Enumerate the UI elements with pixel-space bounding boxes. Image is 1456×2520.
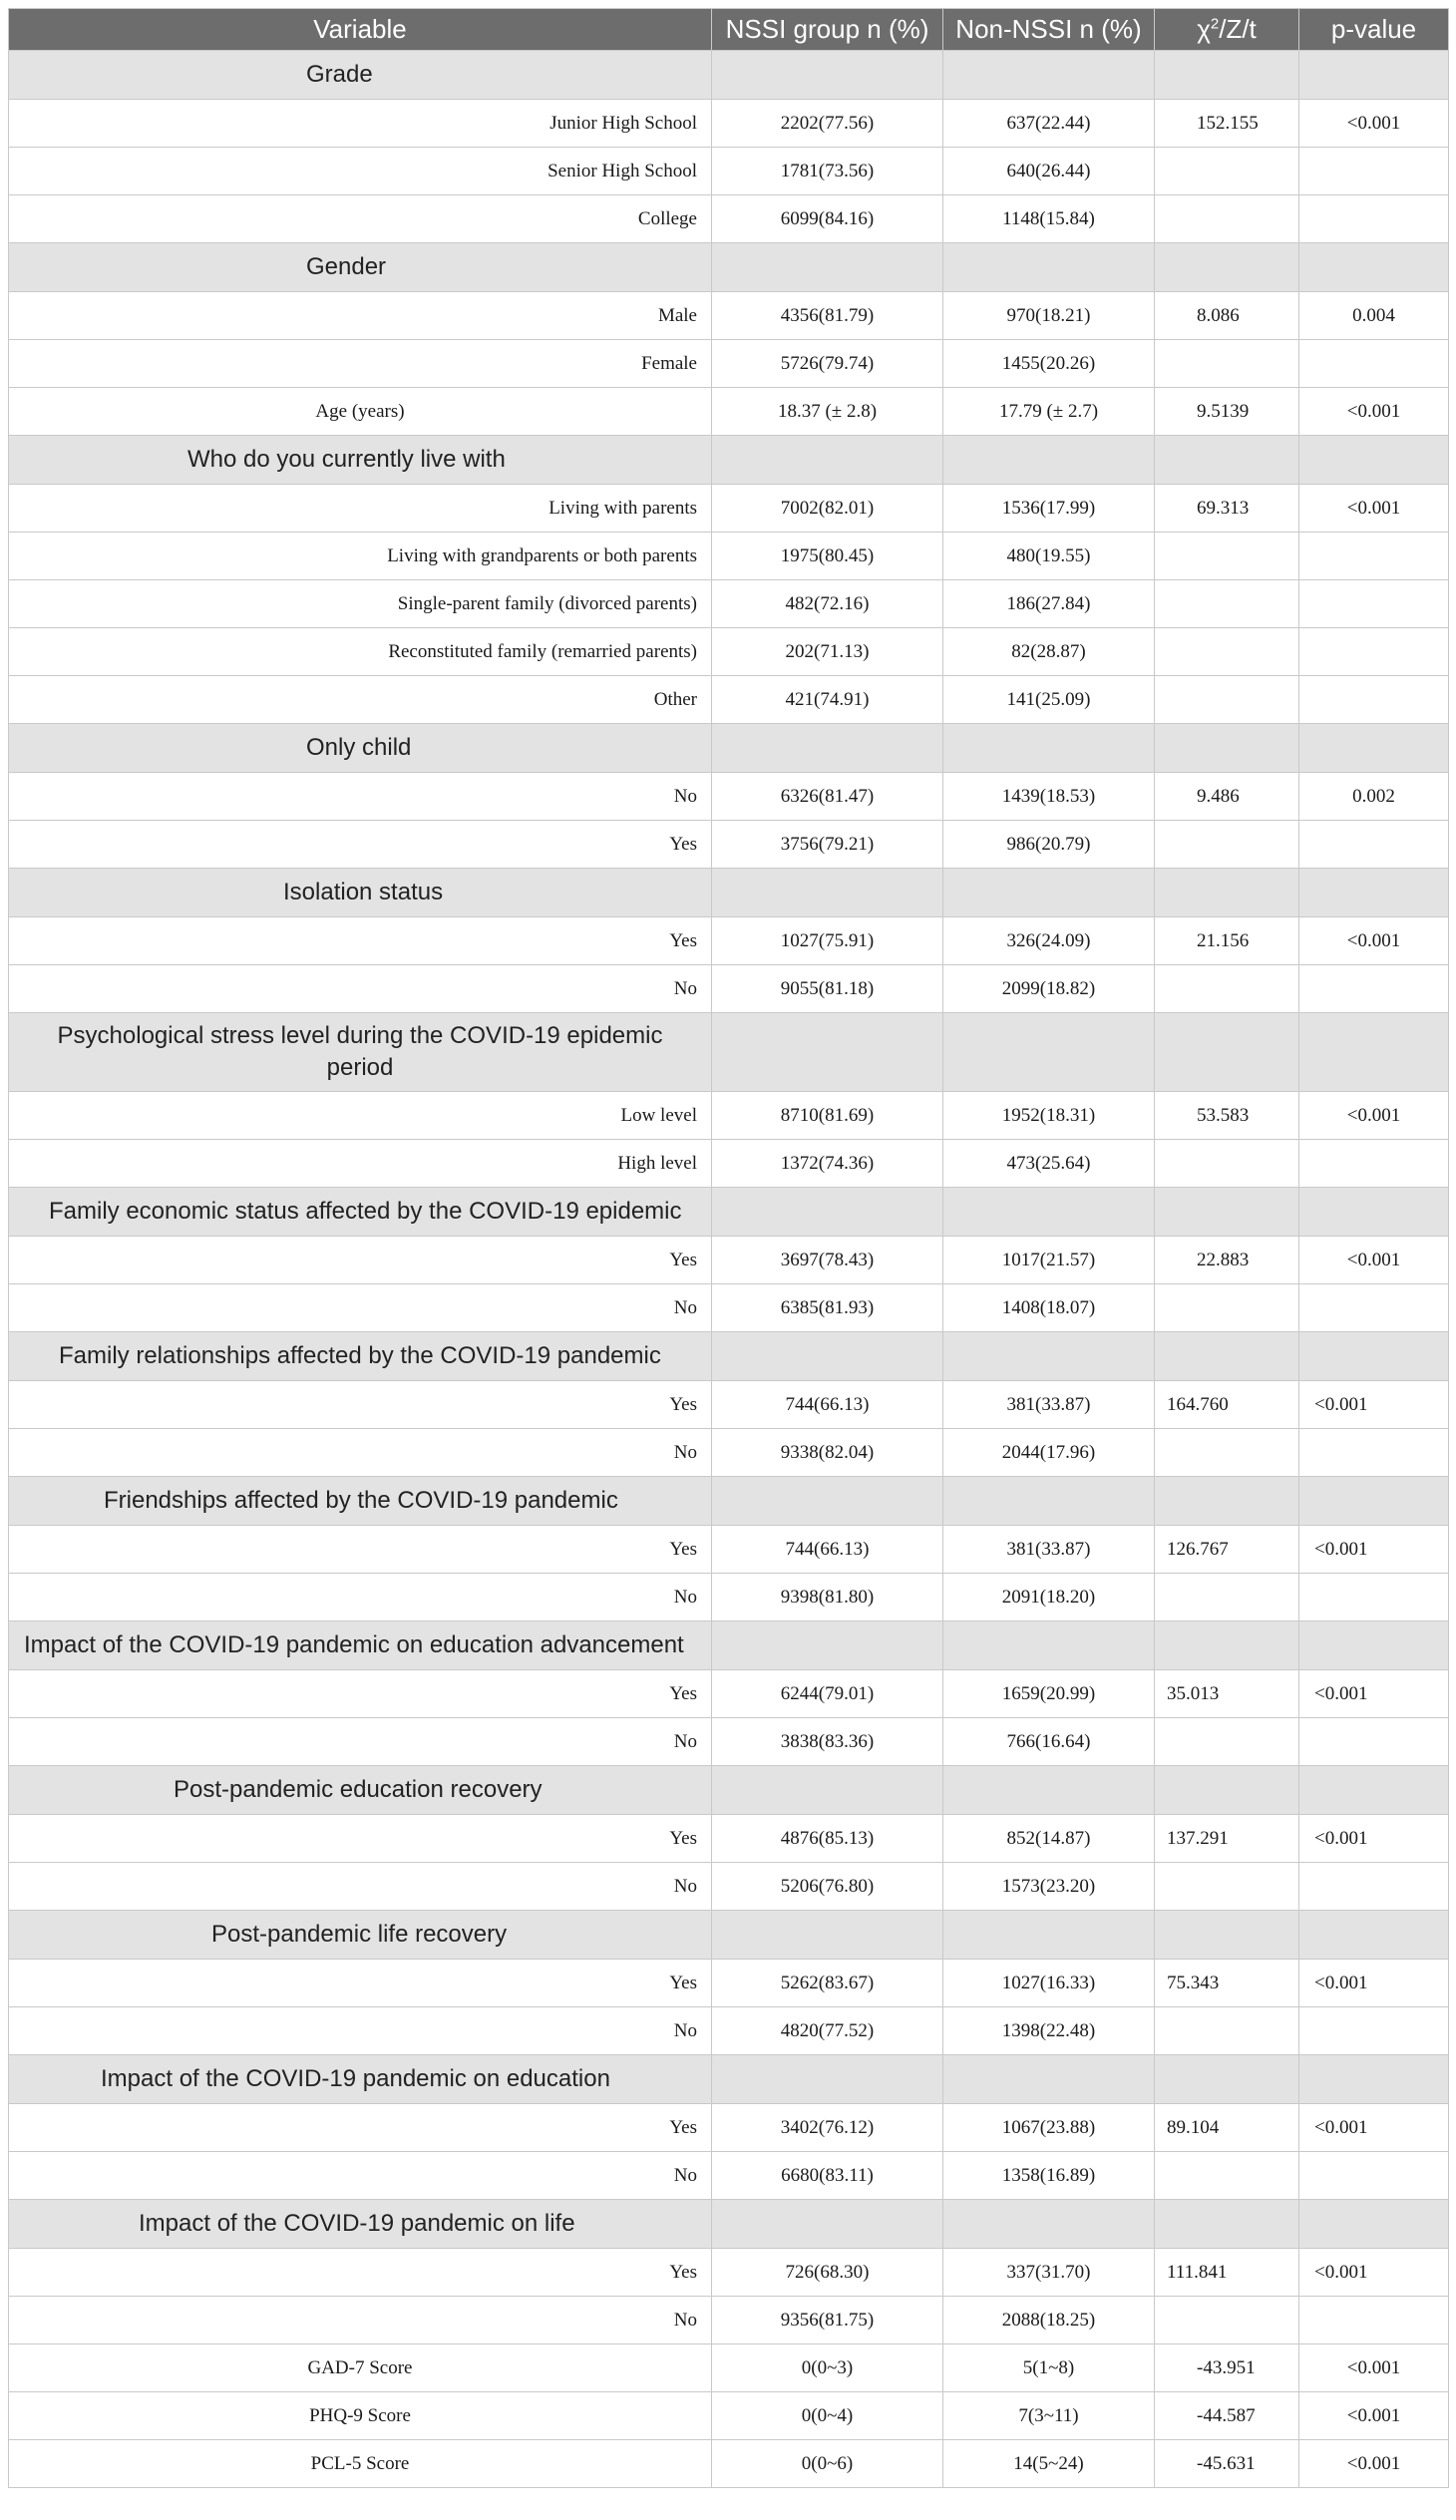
table-row <box>9 1670 1449 1718</box>
row-category: Junior High School <box>9 100 712 148</box>
nssi-value: 0(0~3) <box>712 2344 943 2392</box>
statistic-value: 22.883 <box>1155 1237 1299 1284</box>
table-row <box>9 1429 1449 1477</box>
p-value <box>1299 1429 1449 1477</box>
table-row <box>9 533 1449 580</box>
section-label: Friendships affected by the COVID-19 pandemic <box>9 1477 712 1526</box>
table-row <box>9 100 1449 148</box>
p-value <box>1299 676 1449 724</box>
table-row <box>9 580 1449 628</box>
nssi-value: 744(66.13) <box>712 1381 943 1429</box>
results-table <box>8 8 1449 2488</box>
non-nssi-value: 337(31.70) <box>943 2249 1155 2297</box>
statistic-value <box>1155 1429 1299 1477</box>
statistic-value: 69.313 <box>1155 485 1299 533</box>
row-category: GAD-7 Score <box>9 2344 712 2392</box>
row-category: Senior High School <box>9 148 712 195</box>
row-category: Other <box>9 676 712 724</box>
table-row <box>9 2392 1449 2440</box>
non-nssi-value: 1536(17.99) <box>943 485 1155 533</box>
row-category: Low level <box>9 1092 712 1140</box>
header-variable: Variable <box>9 9 712 51</box>
nssi-value: 1781(73.56) <box>712 148 943 195</box>
section-label: Isolation status <box>9 869 712 917</box>
p-value: 0.004 <box>1299 292 1449 340</box>
section-label: Grade <box>9 51 712 100</box>
non-nssi-value: 473(25.64) <box>943 1140 1155 1188</box>
non-nssi-value: 1148(15.84) <box>943 195 1155 243</box>
nssi-value: 18.37 (± 2.8) <box>712 388 943 436</box>
row-category: Yes <box>9 1960 712 2007</box>
table-row <box>9 1815 1449 1863</box>
table-row <box>9 1574 1449 1621</box>
non-nssi-value: 1027(16.33) <box>943 1960 1155 2007</box>
row-category: No <box>9 773 712 821</box>
nssi-value: 6326(81.47) <box>712 773 943 821</box>
nssi-value: 3402(76.12) <box>712 2104 943 2152</box>
statistic-value: -45.631 <box>1155 2440 1299 2488</box>
non-nssi-value: 186(27.84) <box>943 580 1155 628</box>
row-category: Yes <box>9 2104 712 2152</box>
p-value: <0.001 <box>1299 2249 1449 2297</box>
p-value: <0.001 <box>1299 1670 1449 1718</box>
p-value: <0.001 <box>1299 1237 1449 1284</box>
non-nssi-value: 480(19.55) <box>943 533 1155 580</box>
statistic-value <box>1155 580 1299 628</box>
statistic-value <box>1155 340 1299 388</box>
header-statistic <box>1155 9 1299 51</box>
table-row <box>9 485 1449 533</box>
section-label: Impact of the COVID-19 pandemic on education <box>9 2055 712 2104</box>
table-row <box>9 1960 1449 2007</box>
section-row <box>9 1766 1449 1815</box>
row-category: No <box>9 2297 712 2344</box>
non-nssi-value: 17.79 (± 2.7) <box>943 388 1155 436</box>
nssi-value: 1372(74.36) <box>712 1140 943 1188</box>
row-category: No <box>9 965 712 1013</box>
header-nssi: NSSI group n (%) <box>712 9 943 51</box>
p-value <box>1299 2007 1449 2055</box>
statistic-value <box>1155 148 1299 195</box>
statistic-value: 137.291 <box>1155 1815 1299 1863</box>
nssi-value: 4876(85.13) <box>712 1815 943 1863</box>
non-nssi-value: 1659(20.99) <box>943 1670 1155 1718</box>
section-label: Family economic status affected by the COVID-19 epidemic <box>9 1188 712 1237</box>
section-label: Only child <box>9 724 712 773</box>
table-row <box>9 917 1449 965</box>
nssi-value: 5262(83.67) <box>712 1960 943 2007</box>
p-value: <0.001 <box>1299 1381 1449 1429</box>
p-value: <0.001 <box>1299 917 1449 965</box>
row-category: College <box>9 195 712 243</box>
statistic-value <box>1155 195 1299 243</box>
statistic-value <box>1155 1140 1299 1188</box>
p-value <box>1299 2152 1449 2200</box>
table-row <box>9 292 1449 340</box>
non-nssi-value: 1439(18.53) <box>943 773 1155 821</box>
row-category: Yes <box>9 1526 712 1574</box>
statistic-value: 9.5139 <box>1155 388 1299 436</box>
p-value: <0.001 <box>1299 388 1449 436</box>
nssi-value: 5206(76.80) <box>712 1863 943 1911</box>
nssi-value: 482(72.16) <box>712 580 943 628</box>
nssi-value: 7002(82.01) <box>712 485 943 533</box>
table-row <box>9 1526 1449 1574</box>
header-stat-rest: /Z/t <box>1219 14 1257 44</box>
p-value <box>1299 148 1449 195</box>
statistic-value <box>1155 1863 1299 1911</box>
statistic-value: -44.587 <box>1155 2392 1299 2440</box>
nssi-value: 1975(80.45) <box>712 533 943 580</box>
non-nssi-value: 7(3~11) <box>943 2392 1155 2440</box>
statistic-value: 164.760 <box>1155 1381 1299 1429</box>
header-stat-sup: 2 <box>1210 15 1220 33</box>
table-row <box>9 1140 1449 1188</box>
statistic-value <box>1155 628 1299 676</box>
nssi-value: 9398(81.80) <box>712 1574 943 1621</box>
section-row <box>9 1188 1449 1237</box>
table-row <box>9 1863 1449 1911</box>
nssi-value: 6385(81.93) <box>712 1284 943 1332</box>
statistic-value: 9.486 <box>1155 773 1299 821</box>
non-nssi-value: 381(33.87) <box>943 1526 1155 1574</box>
header-pvalue: p-value <box>1299 9 1449 51</box>
row-category: No <box>9 2152 712 2200</box>
non-nssi-value: 381(33.87) <box>943 1381 1155 1429</box>
nssi-value: 421(74.91) <box>712 676 943 724</box>
section-row <box>9 1477 1449 1526</box>
table-row <box>9 628 1449 676</box>
nssi-value: 4356(81.79) <box>712 292 943 340</box>
table-row <box>9 2297 1449 2344</box>
statistic-value <box>1155 965 1299 1013</box>
nssi-value: 8710(81.69) <box>712 1092 943 1140</box>
nssi-value: 9338(82.04) <box>712 1429 943 1477</box>
nssi-value: 3756(79.21) <box>712 821 943 869</box>
row-category: Single-parent family (divorced parents) <box>9 580 712 628</box>
p-value <box>1299 580 1449 628</box>
non-nssi-value: 1017(21.57) <box>943 1237 1155 1284</box>
header-row <box>9 9 1449 51</box>
table-row <box>9 388 1449 436</box>
p-value <box>1299 965 1449 1013</box>
non-nssi-value: 326(24.09) <box>943 917 1155 965</box>
p-value <box>1299 628 1449 676</box>
statistic-value: 35.013 <box>1155 1670 1299 1718</box>
table-row <box>9 2440 1449 2488</box>
row-category: Age (years) <box>9 388 712 436</box>
table-row <box>9 2249 1449 2297</box>
non-nssi-value: 1455(20.26) <box>943 340 1155 388</box>
nssi-value: 6099(84.16) <box>712 195 943 243</box>
table-row <box>9 2007 1449 2055</box>
statistic-value: 21.156 <box>1155 917 1299 965</box>
statistic-value <box>1155 1574 1299 1621</box>
section-label: Post-pandemic life recovery <box>9 1911 712 1960</box>
non-nssi-value: 986(20.79) <box>943 821 1155 869</box>
p-value: <0.001 <box>1299 1092 1449 1140</box>
non-nssi-value: 82(28.87) <box>943 628 1155 676</box>
section-row <box>9 51 1449 100</box>
p-value: <0.001 <box>1299 485 1449 533</box>
row-category: No <box>9 1718 712 1766</box>
row-category: Yes <box>9 917 712 965</box>
non-nssi-value: 1398(22.48) <box>943 2007 1155 2055</box>
p-value <box>1299 821 1449 869</box>
table-row <box>9 773 1449 821</box>
nssi-value: 0(0~4) <box>712 2392 943 2440</box>
row-category: Yes <box>9 821 712 869</box>
table-row <box>9 821 1449 869</box>
table-row <box>9 1237 1449 1284</box>
statistic-value: 53.583 <box>1155 1092 1299 1140</box>
row-category: Living with parents <box>9 485 712 533</box>
row-category: Yes <box>9 1237 712 1284</box>
section-row <box>9 724 1449 773</box>
non-nssi-value: 640(26.44) <box>943 148 1155 195</box>
non-nssi-value: 1067(23.88) <box>943 2104 1155 2152</box>
non-nssi-value: 852(14.87) <box>943 1815 1155 1863</box>
row-category: No <box>9 1863 712 1911</box>
table-row <box>9 2104 1449 2152</box>
nssi-value: 6244(79.01) <box>712 1670 943 1718</box>
p-value: <0.001 <box>1299 100 1449 148</box>
nssi-value: 9055(81.18) <box>712 965 943 1013</box>
table-row <box>9 1284 1449 1332</box>
section-label: Family relationships affected by the COVID-19 pandemic <box>9 1332 712 1381</box>
row-category: No <box>9 1284 712 1332</box>
non-nssi-value: 1408(18.07) <box>943 1284 1155 1332</box>
table-row <box>9 2152 1449 2200</box>
non-nssi-value: 14(5~24) <box>943 2440 1155 2488</box>
statistic-value <box>1155 2007 1299 2055</box>
row-category: High level <box>9 1140 712 1188</box>
section-row <box>9 2055 1449 2104</box>
p-value: <0.001 <box>1299 1960 1449 2007</box>
row-category: PCL-5 Score <box>9 2440 712 2488</box>
row-category: PHQ-9 Score <box>9 2392 712 2440</box>
nssi-value: 202(71.13) <box>712 628 943 676</box>
table-row <box>9 195 1449 243</box>
non-nssi-value: 2088(18.25) <box>943 2297 1155 2344</box>
row-category: Yes <box>9 1815 712 1863</box>
nssi-value: 6680(83.11) <box>712 2152 943 2200</box>
p-value <box>1299 1140 1449 1188</box>
table-row <box>9 965 1449 1013</box>
section-row <box>9 436 1449 485</box>
non-nssi-value: 1573(23.20) <box>943 1863 1155 1911</box>
section-label: Impact of the COVID-19 pandemic on education advancement <box>9 1621 712 1670</box>
statistic-value: 111.841 <box>1155 2249 1299 2297</box>
statistic-value: 126.767 <box>1155 1526 1299 1574</box>
nssi-value: 9356(81.75) <box>712 2297 943 2344</box>
row-category: Yes <box>9 1381 712 1429</box>
row-category: No <box>9 1429 712 1477</box>
row-category: Reconstituted family (remarried parents) <box>9 628 712 676</box>
section-row <box>9 1911 1449 1960</box>
table-row <box>9 148 1449 195</box>
section-row <box>9 1332 1449 1381</box>
p-value <box>1299 195 1449 243</box>
table-row <box>9 1381 1449 1429</box>
section-label: Impact of the COVID-19 pandemic on life <box>9 2200 712 2249</box>
p-value: <0.001 <box>1299 2392 1449 2440</box>
p-value <box>1299 1863 1449 1911</box>
p-value: 0.002 <box>1299 773 1449 821</box>
nssi-value: 2202(77.56) <box>712 100 943 148</box>
non-nssi-value: 766(16.64) <box>943 1718 1155 1766</box>
section-row <box>9 1013 1449 1092</box>
statistic-value <box>1155 1284 1299 1332</box>
section-label: Gender <box>9 243 712 292</box>
table-row <box>9 2344 1449 2392</box>
row-category: Yes <box>9 2249 712 2297</box>
statistic-value: 8.086 <box>1155 292 1299 340</box>
non-nssi-value: 5(1~8) <box>943 2344 1155 2392</box>
p-value <box>1299 1718 1449 1766</box>
nssi-value: 3838(83.36) <box>712 1718 943 1766</box>
p-value <box>1299 340 1449 388</box>
nssi-value: 4820(77.52) <box>712 2007 943 2055</box>
section-label: Who do you currently live with <box>9 436 712 485</box>
non-nssi-value: 1358(16.89) <box>943 2152 1155 2200</box>
non-nssi-value: 1952(18.31) <box>943 1092 1155 1140</box>
non-nssi-value: 637(22.44) <box>943 100 1155 148</box>
p-value: <0.001 <box>1299 2344 1449 2392</box>
header-stat-chi: χ <box>1197 14 1211 44</box>
nssi-value: 3697(78.43) <box>712 1237 943 1284</box>
statistic-value <box>1155 2152 1299 2200</box>
p-value <box>1299 2297 1449 2344</box>
non-nssi-value: 141(25.09) <box>943 676 1155 724</box>
statistic-value <box>1155 533 1299 580</box>
table-row <box>9 1092 1449 1140</box>
p-value <box>1299 1284 1449 1332</box>
section-row <box>9 1621 1449 1670</box>
p-value: <0.001 <box>1299 2104 1449 2152</box>
statistic-value: -43.951 <box>1155 2344 1299 2392</box>
row-category: Yes <box>9 1670 712 1718</box>
row-category: Female <box>9 340 712 388</box>
statistic-value <box>1155 2297 1299 2344</box>
row-category: No <box>9 2007 712 2055</box>
nssi-value: 726(68.30) <box>712 2249 943 2297</box>
statistic-value: 89.104 <box>1155 2104 1299 2152</box>
non-nssi-value: 2099(18.82) <box>943 965 1155 1013</box>
table-row <box>9 676 1449 724</box>
statistic-value <box>1155 1718 1299 1766</box>
table-row <box>9 340 1449 388</box>
nssi-value: 744(66.13) <box>712 1526 943 1574</box>
section-label: Psychological stress level during the COVID-19 epidemic period <box>9 1013 712 1092</box>
row-category: No <box>9 1574 712 1621</box>
nssi-value: 5726(79.74) <box>712 340 943 388</box>
p-value: <0.001 <box>1299 1526 1449 1574</box>
section-row <box>9 243 1449 292</box>
p-value <box>1299 533 1449 580</box>
statistic-value <box>1155 821 1299 869</box>
section-row <box>9 2200 1449 2249</box>
nssi-value: 0(0~6) <box>712 2440 943 2488</box>
row-category: Living with grandparents or both parents <box>9 533 712 580</box>
p-value <box>1299 1574 1449 1621</box>
non-nssi-value: 2091(18.20) <box>943 1574 1155 1621</box>
header-non-nssi: Non-NSSI n (%) <box>943 9 1155 51</box>
row-category: Male <box>9 292 712 340</box>
table-row <box>9 1718 1449 1766</box>
nssi-value: 1027(75.91) <box>712 917 943 965</box>
statistic-value: 75.343 <box>1155 1960 1299 2007</box>
p-value: <0.001 <box>1299 1815 1449 1863</box>
non-nssi-value: 970(18.21) <box>943 292 1155 340</box>
non-nssi-value: 2044(17.96) <box>943 1429 1155 1477</box>
p-value: <0.001 <box>1299 2440 1449 2488</box>
statistic-value <box>1155 676 1299 724</box>
section-label: Post-pandemic education recovery <box>9 1766 712 1815</box>
statistic-value: 152.155 <box>1155 100 1299 148</box>
section-row <box>9 869 1449 917</box>
